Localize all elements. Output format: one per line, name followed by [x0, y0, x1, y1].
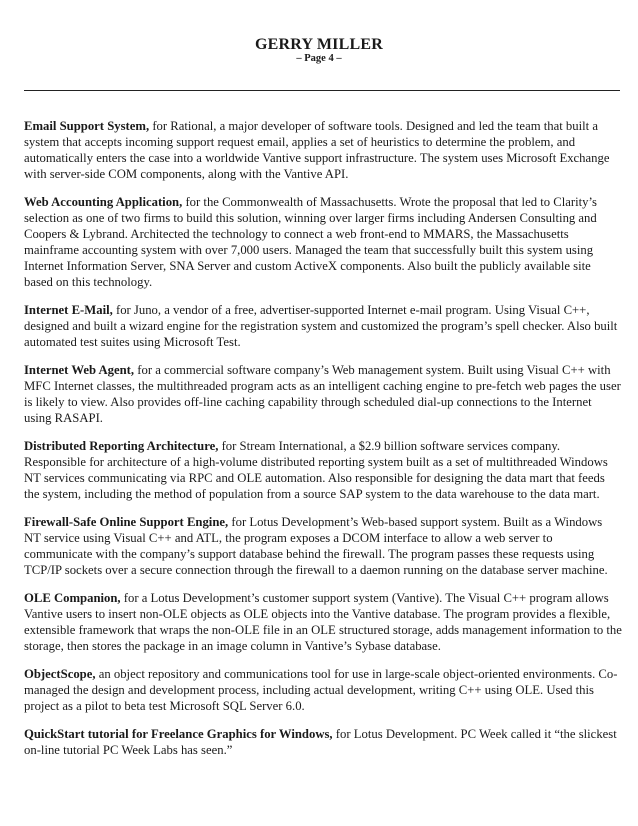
project-title: QuickStart tutorial for Freelance Graphics for Windows, — [24, 727, 333, 742]
project-description: for Juno, a vendor of a free, advertiser-supported Internet e-mail program. Using Visual C++, designed and built a wizard engine for the registration system and customized the program’s spell checker. Also built automated test suites using Microsoft Test. — [24, 302, 618, 349]
project-title: Email Support System, — [24, 119, 150, 133]
project-description: for Lotus Development. PC Week called it “the slickest on-line tutorial PC Week Labs has seen.” — [24, 727, 617, 758]
project-entry-ole-companion — [24, 591, 622, 655]
resume-name: GERRY MILLER — [255, 36, 383, 53]
project-description: for a Lotus Development’s customer support system (Vantive). The Visual C++ program allows Vantive users to insert non-OLE objects as OLE objects into the Vantive database. The program provides a flexible, extensible framework that wraps the non-OLE file in an OLE structured storage, adds management information to the storage, then stores the package in an image column in Vantive’s Sybase database. — [24, 591, 622, 653]
project-entry-email-support — [24, 119, 622, 183]
page-header — [0, 36, 638, 65]
project-entry-quickstart-tutorial — [24, 727, 622, 759]
project-title: Distributed Reporting Architecture, — [24, 438, 219, 453]
project-title: Internet Web Agent, — [24, 362, 135, 377]
project-entry-web-accounting — [24, 195, 622, 290]
project-title: OLE Companion, — [24, 591, 121, 605]
project-entry-internet-email — [24, 303, 622, 351]
project-description: for Rational, a major developer of software tools. Designed and led the team that built a system that accepts incoming support request email, applies a set of heuristics to determine the problem, and automatically enters the case into a worldwide Vantive support infrastructure. The system uses Microsoft Exchange with server-side COM components, along with the Vantive API. — [24, 119, 610, 181]
header-divider — [24, 90, 620, 91]
project-description: an object repository and communications tool for use in large-scale object-oriented environments. Co-managed the design and development process, including actual development, writing C++ using OLE. Used this project as a pilot to beta test Microsoft SQL Server 6.0. — [24, 667, 618, 713]
project-entry-firewall-support-engine — [24, 515, 622, 579]
project-entry-web-agent — [24, 363, 622, 427]
project-entry-objectscope — [24, 667, 622, 715]
project-entry-distributed-reporting — [24, 439, 622, 503]
project-description: for Stream International, a $2.9 billion software services company. Responsible for architecture of a high-volume distributed reporting system built as a set of multithreaded Windows NT services communicating via RPC and OLE automation. Also responsible for designing the data mart that feeds the system, including the method of population from a source SAP system to the data warehouse to the data mart. — [24, 438, 608, 501]
project-title: Internet E-Mail, — [24, 302, 113, 317]
page-number: – Page 4 – — [296, 53, 342, 64]
project-description: for Lotus Development’s Web-based support system. Built as a Windows NT service using Visual C++ and ATL, the program exposes a DCOM interface to allow a web server to communicate with the company’s support database behind the firewall. The program passes these requests using TCP/IP sockets over a secure connection through the firewall to a daemon running on the database server machine. — [24, 514, 608, 577]
project-description: for a commercial software company’s Web management system. Built using Visual C++ with MFC Internet classes, the multithreaded program acts as an intelligent caching engine to pre-fetch web pages the user is likely to view. Also provides off-line caching capability through scheduled dial-up connections to the Internet using RASAPI. — [24, 362, 621, 425]
project-title: ObjectScope, — [24, 667, 96, 682]
project-title: Web Accounting Application, — [24, 195, 183, 210]
project-list — [24, 119, 622, 771]
project-description: for the Commonwealth of Massachusetts. Wrote the proposal that led to Clarity’s selection as one of two firms to build this solution, winning over larger firms including Andersen Consulting and Coopers & Lybrand. Architected the technology to connect a web front-end to MMARS, the Massachusetts mainframe accounting system with over 7,000 users. Managed the team that successfully built this system using Internet Information Server, SNA Server and custom ActiveX components. Also built the publicly available site based on this technology. — [24, 195, 597, 289]
project-title: Firewall-Safe Online Support Engine, — [24, 514, 229, 529]
